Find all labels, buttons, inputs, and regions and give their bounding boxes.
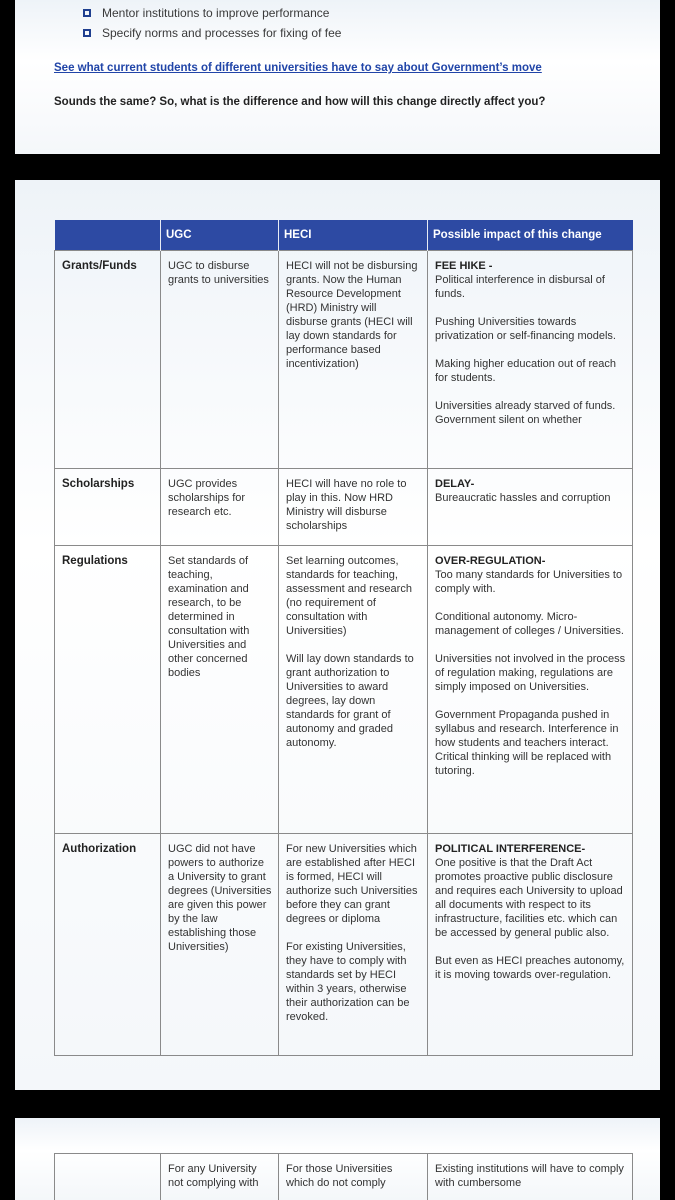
comparison-table: [54, 220, 633, 1056]
heci-text: For existing Universities, they have to comply with standards set by HECI within 3 years, otherwise their authorization can be revoked.: [286, 940, 410, 1023]
impact-text: Universities not involved in the process of regulation making, regulations are simply imposed on Universities.: [435, 652, 626, 693]
table-row: [55, 1154, 633, 1200]
impact-text: But even as HECI preaches autonomy, it is moving towards over-regulation.: [435, 954, 625, 981]
row-label-grants: Grants/Funds: [55, 250, 161, 468]
header-impact: Possible impact of this change: [428, 220, 633, 250]
difference-question: Sounds the same? So, what is the difference and how will this change directly affect you?: [54, 96, 546, 108]
heci-text: For new Universities which are established after HECI is formed, HECI will authorize such Universities before they can grant degrees or diploma: [286, 842, 418, 925]
list-item: [83, 23, 341, 43]
heci-cell: [279, 545, 428, 833]
impact-cell: [428, 468, 633, 545]
table-row: [55, 250, 633, 468]
row-label-authorization: Authorization: [55, 833, 161, 1055]
list-item: [83, 3, 341, 23]
students-opinion-link[interactable]: See what current students of different universities have to say about Government’s move: [54, 62, 542, 74]
heci-cell: HECI will not be disbursing grants. Now the Human Resource Development (HRD) Ministry will disburse grants (HECI will lay down standards for performance based incentivization): [279, 250, 428, 468]
row-label-regulations: Regulations: [55, 545, 161, 833]
impact-text: Political interference in disbursal of funds.: [435, 273, 605, 300]
impact-cell: [428, 250, 633, 468]
heci-cell: [279, 833, 428, 1055]
impact-text: Making higher education out of reach for students.: [435, 357, 617, 384]
header-heci: HECI: [279, 220, 428, 250]
impact-cell: Existing institutions will have to comply with cumbersome: [428, 1154, 633, 1200]
impact-text: Government Propaganda pushed in syllabus and research. Interference in how students and teachers interact. Critical thinking will be replaced with tutoring.: [435, 708, 619, 777]
ugc-cell: UGC provides scholarships for research etc.: [161, 468, 279, 545]
impact-text: Conditional autonomy. Micro-management of colleges / Universities.: [435, 610, 624, 637]
square-bullet-icon: [83, 29, 91, 37]
header-category: [55, 220, 161, 250]
ugc-cell: UGC did not have powers to authorize a University to grant degrees (Universities are given this power by the law establishing those Universities): [161, 833, 279, 1055]
impact-text: Universities already starved of funds. Government silent on whether: [435, 399, 616, 426]
ugc-cell: UGC to disburse grants to universities: [161, 250, 279, 468]
impact-heading: FEE HIKE -: [435, 259, 493, 272]
heci-cell: HECI will have no role to play in this. Now HRD Ministry will disburse scholarships: [279, 468, 428, 545]
impact-text: Bureaucratic hassles and corruption: [435, 491, 611, 504]
heci-text: Will lay down standards to grant authorization to Universities to award degrees, lay down standards for grant of autonomy and graded autonomy.: [286, 652, 414, 749]
continuation-panel: [15, 1118, 660, 1200]
header-ugc: UGC: [161, 220, 279, 250]
row-label-scholarships: Scholarships: [55, 468, 161, 545]
impact-text: Too many standards for Universities to comply with.: [435, 568, 623, 595]
table-header-row: [55, 220, 633, 250]
heci-text: Set learning outcomes, standards for teaching, assessment and research (no requirement of consultation with Universities): [286, 554, 412, 637]
ugc-cell: Set standards of teaching, examination and research, to be determined in consultation with Universities and other concerned bodies: [161, 545, 279, 833]
table-row: [55, 833, 633, 1055]
bullet-text: Specify norms and processes for fixing of fee: [102, 26, 342, 40]
table-row: [55, 545, 633, 833]
comparison-panel: [15, 180, 660, 1090]
impact-heading: DELAY-: [435, 477, 475, 490]
impact-heading: POLITICAL INTERFERENCE-: [435, 842, 586, 855]
top-panel: [15, 0, 660, 154]
row-label-cell: [55, 1154, 161, 1200]
impact-text: One positive is that the Draft Act promotes proactive public disclosure and requires each University to upload all documents with respect to its infrastructure, facilities etc. which can be accessed by general public also.: [435, 856, 623, 939]
ugc-cell: For any University not complying with: [161, 1154, 279, 1200]
table-row: [55, 468, 633, 545]
impact-cell: [428, 833, 633, 1055]
bullet-text: Mentor institutions to improve performance: [102, 6, 330, 20]
impact-cell: [428, 545, 633, 833]
continuation-table: [54, 1153, 633, 1200]
impact-text: Pushing Universities towards privatization or self-financing models.: [435, 315, 616, 342]
impact-heading: OVER-REGULATION-: [435, 554, 546, 567]
heci-cell: For those Universities which do not comply: [279, 1154, 428, 1200]
square-bullet-icon: [83, 9, 91, 17]
bullet-list: [83, 3, 341, 43]
